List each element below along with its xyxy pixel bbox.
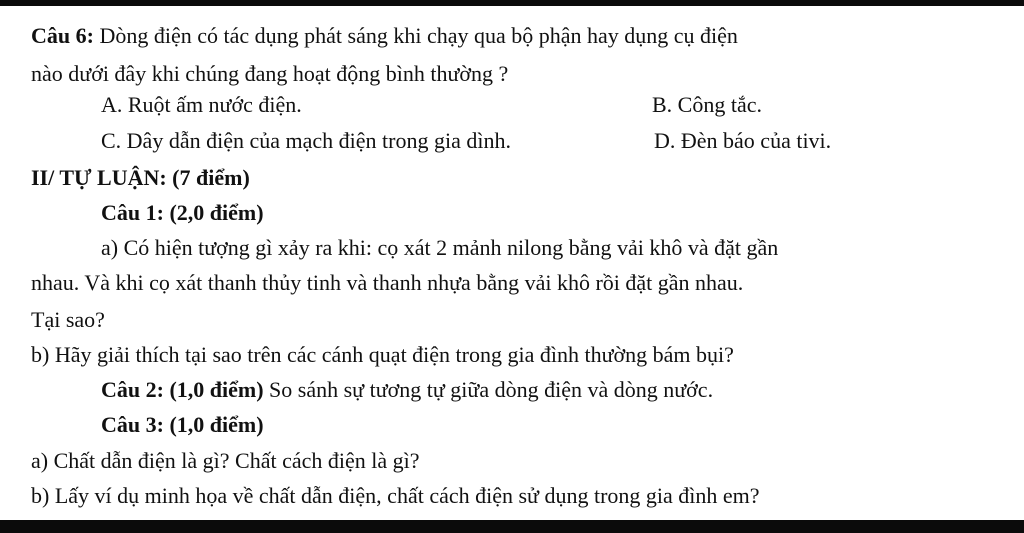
question-6-option-c: C. Dây dẫn điện của mạch điện trong gia dình. xyxy=(101,128,511,153)
question-6-line-1 xyxy=(31,22,738,50)
cau-1-part-a-line-1: a) Có hiện tượng gì xảy ra khi: cọ xát 2 mảnh nilong bằng vải khô và đặt gần xyxy=(101,235,779,260)
cau-3-part-b: b) Lấy ví dụ minh họa về chất dẫn điện, chất cách điện sử dụng trong gia đình em? xyxy=(31,483,760,508)
cau-1-part-b: b) Hãy giải thích tại sao trên các cánh quạt điện trong gia đình thường bám bụi? xyxy=(31,342,734,367)
bottom-border xyxy=(0,520,1024,533)
question-6-line-2: nào dưới đây khi chúng đang hoạt động bình thường ? xyxy=(31,61,509,86)
question-6-option-b: B. Công tắc. xyxy=(652,92,762,117)
cau-1-part-a-line-3: Tại sao? xyxy=(31,307,105,332)
cau-1-label: Câu 1: (2,0 điểm) xyxy=(101,200,264,225)
cau-2-line xyxy=(101,376,713,404)
question-6-text-1: Dòng điện có tác dụng phát sáng khi chạy qua bộ phận hay dụng cụ điện xyxy=(93,23,738,48)
cau-2-label: Câu 2: (1,0 điểm) xyxy=(101,377,264,402)
question-6-option-a: A. Ruột ấm nước điện. xyxy=(101,92,302,117)
question-6-label: Câu 6: xyxy=(31,23,94,48)
cau-2-text: So sánh sự tương tự giữa dòng điện và dòng nước. xyxy=(263,377,714,402)
section-2-heading: II/ TỰ LUẬN: (7 điểm) xyxy=(31,165,250,190)
question-6-option-d: D. Đèn báo của tivi. xyxy=(654,128,832,153)
cau-3-part-a: a) Chất dẫn điện là gì? Chất cách điện là gì? xyxy=(31,448,420,473)
cau-3-label: Câu 3: (1,0 điểm) xyxy=(101,412,264,437)
cau-1-part-a-line-2: nhau. Và khi cọ xát thanh thủy tinh và thanh nhựa bằng vải khô rồi đặt gần nhau. xyxy=(31,270,744,295)
